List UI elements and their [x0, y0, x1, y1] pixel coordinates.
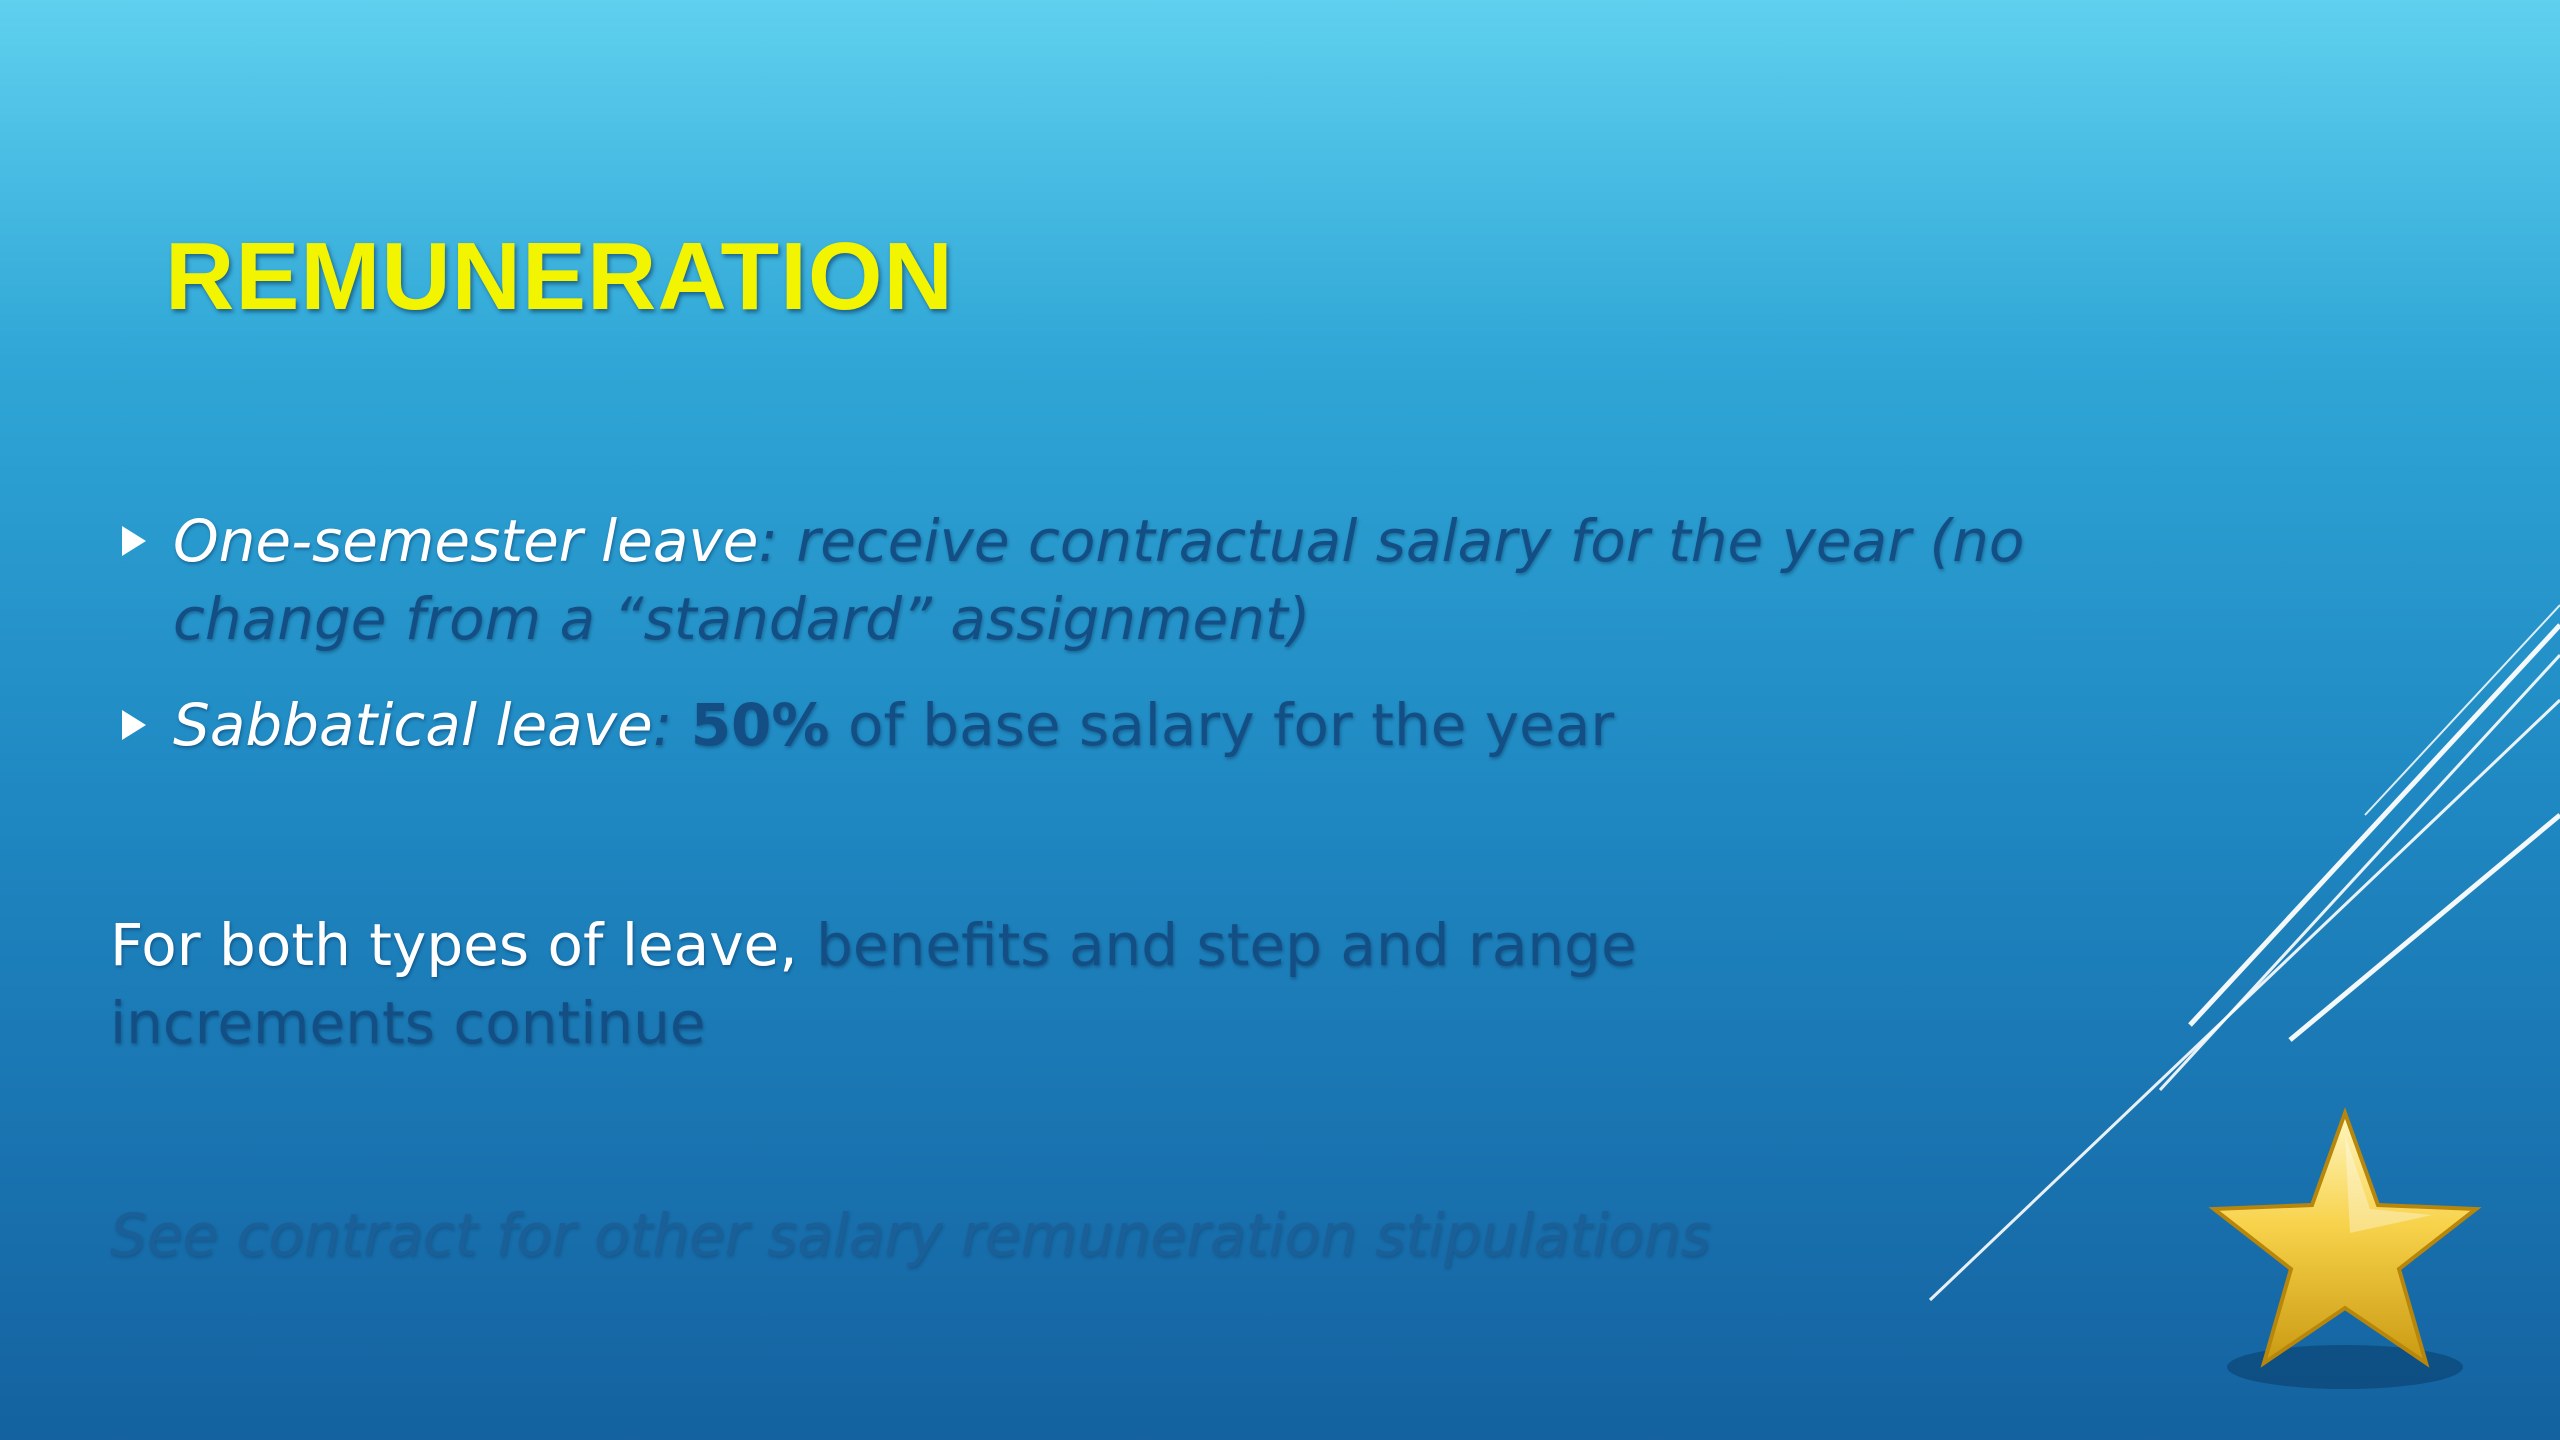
paragraph-text: For both types of leave, [110, 911, 817, 979]
bullet-percentage: 50% [690, 691, 830, 759]
bullet-separator: : [652, 691, 691, 759]
bullet-lead: One-semester leave [173, 507, 759, 575]
star-icon [2200, 1105, 2490, 1405]
contract-note: See contract for other salary remuneration stipulations [110, 1201, 1711, 1269]
bullet-separator: : [758, 507, 778, 575]
bullet-text: receive contractual salary for the year (no change from a “standard” assignment) [173, 507, 2025, 653]
paragraph-text: and [1050, 911, 1197, 979]
bullet-text: of base salary for the year [829, 691, 1615, 759]
bullet-lead: Sabbatical leave [173, 691, 653, 759]
paragraph-text: continue [434, 989, 706, 1057]
paragraph-term-benefits: benefits [816, 911, 1051, 979]
slide-title: REMUNERATION [165, 223, 954, 330]
paragraph-term-increments: step and range increments [110, 911, 1637, 1057]
